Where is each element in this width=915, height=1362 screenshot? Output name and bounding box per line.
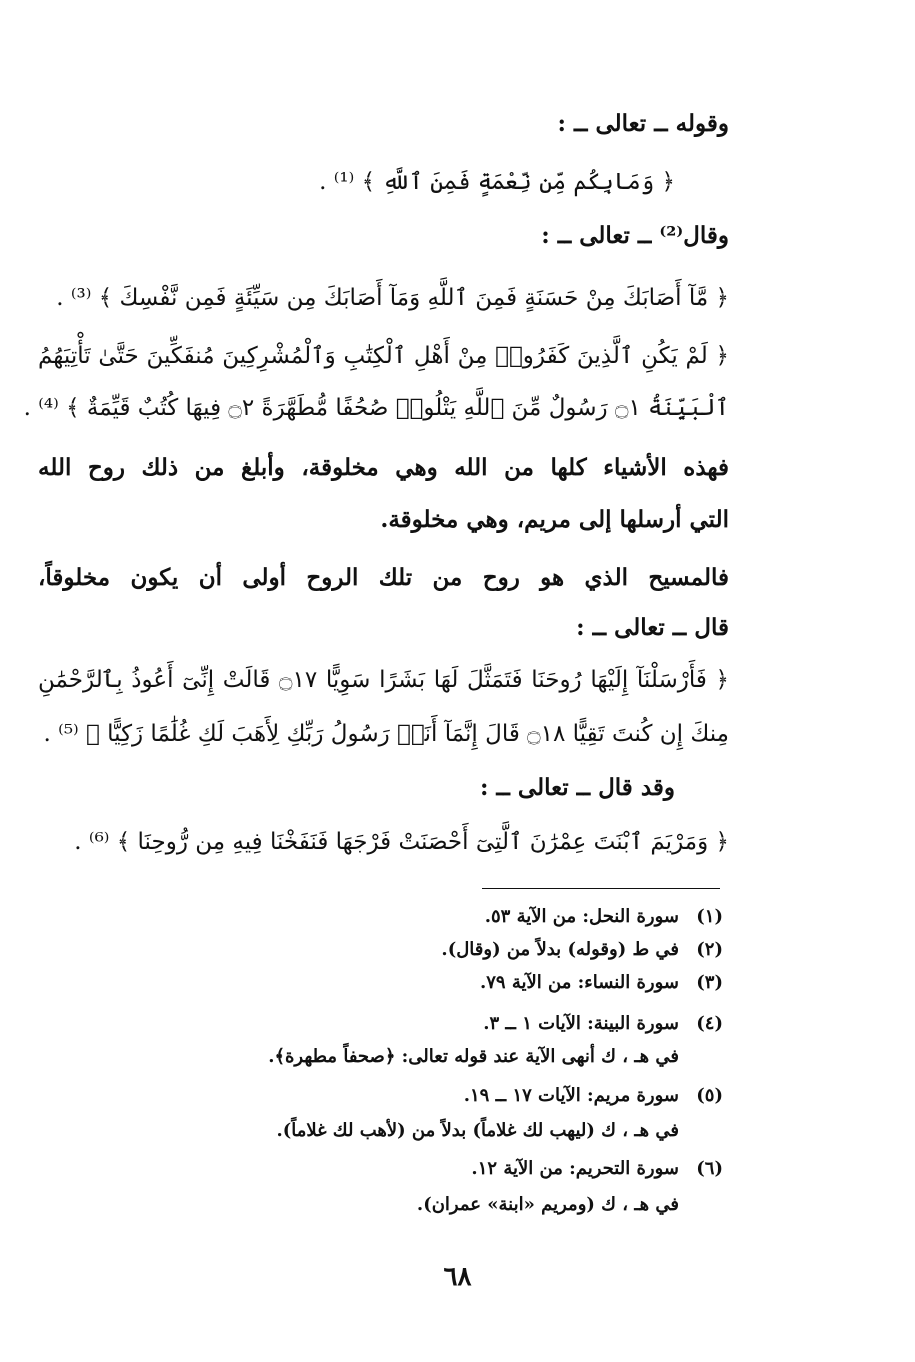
footnote-5-continuation: في هـ ، ك (ليهب لك غلاماً) بدلاً من (لأهب لك غلاماً).: [276, 1120, 679, 1141]
intro-line-1: وقوله ــ تعالى ــ :: [557, 110, 729, 137]
footnote-text: سورة النحل: من الآية ٥٣.: [484, 906, 679, 927]
quran-verse-1: ﴿ وَمَابِكُم مِّن نِّعْمَةٍ فَمِنَ ٱللَّهِ ﴾ ⁽¹⁾ .: [319, 169, 675, 195]
footnote-4: [483, 1011, 723, 1037]
footnote-3: [480, 970, 723, 996]
footnote-text: سورة البينة: الآيات ١ ــ ٣.: [483, 1013, 679, 1034]
quran-verse-2: ﴿ مَّآ أَصَابَكَ مِنْ حَسَنَةٍ فَمِنَ ٱللَّهِ وَمَآ أَصَابَكَ مِن سَيِّئَةٍ فَمِن نَّفْسِكَ ﴾ ⁽³⁾ .: [56, 285, 729, 311]
footnote-text: سورة النساء: من الآية ٧٩.: [479, 972, 679, 993]
footnote-number: (٣): [696, 972, 723, 993]
footnote-2: [441, 937, 723, 963]
paragraph-2-line-2: قال ــ تعالى ــ :: [576, 614, 729, 641]
footnote-number: (٦): [696, 1158, 723, 1179]
intro-line-2: وقال⁽²⁾ ــ تعالى ــ :: [541, 222, 729, 249]
footnote-text: سورة مريم: الآيات ١٧ ــ ١٩.: [463, 1085, 679, 1106]
intro-line-3: وقد قال ــ تعالى ــ :: [479, 774, 675, 801]
quran-verse-4-line-2: مِنكَ إِن كُنتَ تَقِيًّا ۝١٨ قَالَ إِنَّمَآ أَنَا۠ رَسُولُ رَبِّكِ لِأَهَبَ لَكِ غُلَٰمًا زَكِيًّا ﴾ ⁽⁵⁾ .: [43, 721, 729, 747]
footnote-5: [464, 1083, 723, 1109]
footnote-text: في ط (وقوله) بدلاً من (وقال).: [441, 939, 679, 960]
footnote-number: (٢): [696, 939, 723, 960]
footnote-6: [471, 1156, 723, 1182]
paragraph-1-line-1: فهذه الأشياء كلها من الله وهي مخلوقة، وأبلغ من ذلك روح الله: [38, 454, 729, 481]
footnote-separator: [482, 888, 720, 889]
paragraph-2-line-1: فالمسيح الذي هو روح من تلك الروح أولى أن يكون مخلوقاً،: [38, 564, 729, 591]
footnote-number: (٤): [696, 1013, 723, 1034]
footnote-number: (٥): [696, 1085, 723, 1106]
quran-verse-3-line-1: ﴿ لَمْ يَكُنِ ٱلَّذِينَ كَفَرُوا۟ مِنْ أَهْلِ ٱلْكِتَٰبِ وَٱلْمُشْرِكِينَ مُنفَكِّينَ حَتَّىٰ تَأْتِيَهُمُ: [38, 343, 729, 369]
paragraph-1-line-2: التي أرسلها إلى مريم، وهي مخلوقة.: [380, 506, 729, 533]
quran-verse-3-line-2: ٱلْبَيِّنَةُ ۝١ رَسُولٌ مِّنَ ٱللَّهِ يَتْلُوا۟ صُحُفًا مُّطَهَّرَةً ۝٢ فِيهَا كُتُبٌ قَيِّمَةٌ ﴾ ⁽⁴⁾ .: [23, 395, 729, 421]
quran-verse-5: ﴿ وَمَرْيَمَ ٱبْنَتَ عِمْرَٰنَ ٱلَّتِىٓ أَحْصَنَتْ فَرْجَهَا فَنَفَخْنَا فِيهِ مِن رُّوحِنَا ﴾ ⁽⁶⁾ .: [74, 829, 729, 855]
footnote-1: [485, 904, 723, 930]
footnote-6-continuation: في هـ ، ك (ومريم «ابنة» عمران).: [416, 1194, 679, 1215]
footnote-4-continuation: في هـ ، ك أنهى الآية عند قوله تعالى: ﴿صحفاً مطهرة﴾.: [268, 1046, 679, 1067]
page-number: ٦٨: [443, 1262, 472, 1292]
footnote-text: سورة التحريم: من الآية ١٢.: [471, 1158, 679, 1179]
footnote-number: (١): [696, 906, 723, 927]
quran-verse-4-line-1: ﴿ فَأَرْسَلْنَآ إِلَيْهَا رُوحَنَا فَتَمَثَّلَ لَهَا بَشَرًا سَوِيًّا ۝١٧ قَالَتْ إِنِّىٓ أَعُوذُ بِٱلرَّحْمَٰنِ: [38, 667, 729, 693]
